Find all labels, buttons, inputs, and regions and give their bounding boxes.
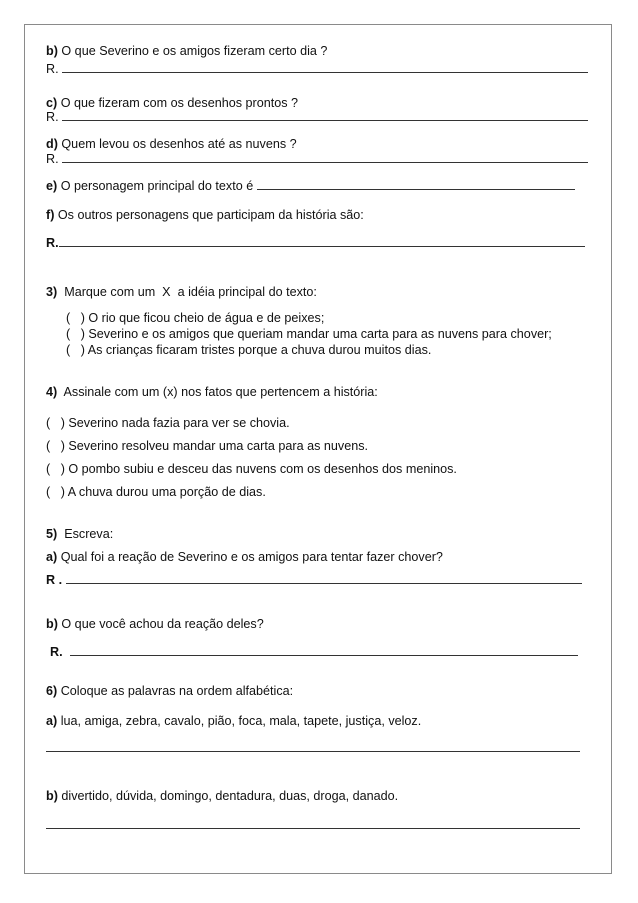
item-letter: c)	[46, 96, 58, 110]
option-3-2[interactable]: ( ) Severino e os amigos que queriam mandar uma carta para as nuvens para chover;	[66, 327, 552, 341]
question-2c	[46, 96, 298, 110]
question-text: Assinale com um (x) nos fatos que pertencem a história:	[57, 385, 378, 399]
question-number: 3)	[46, 285, 58, 299]
option-4-4[interactable]: ( ) A chuva durou uma porção de dias.	[46, 485, 266, 499]
question-2b	[46, 44, 327, 58]
answer-prefix: R.	[50, 645, 63, 659]
question-text: divertido, dúvida, domingo, dentadura, duas, droga, danado.	[57, 789, 399, 803]
question-6a	[46, 714, 421, 728]
item-letter: b)	[46, 789, 58, 803]
answer-prefix: R.	[46, 110, 59, 124]
item-letter: f)	[46, 208, 55, 222]
question-text: O que Severino e os amigos fizeram certo dia ?	[57, 44, 328, 58]
option-4-3[interactable]: ( ) O pombo subiu e desceu das nuvens com os desenhos dos meninos.	[46, 462, 457, 476]
question-text: O que fizeram com os desenhos prontos ?	[57, 96, 299, 110]
question-5	[46, 527, 113, 541]
item-letter: a)	[46, 714, 58, 728]
question-3	[46, 285, 317, 299]
answer-line-2c[interactable]	[46, 110, 588, 124]
option-4-1[interactable]: ( ) Severino nada fazia para ver se chovia.	[46, 416, 290, 430]
question-6	[46, 684, 293, 698]
question-number: 5)	[46, 527, 58, 541]
question-number: 6)	[46, 684, 58, 698]
option-3-1[interactable]: ( ) O rio que ficou cheio de água e de peixes;	[66, 311, 325, 325]
answer-line-6b[interactable]	[46, 818, 580, 832]
answer-line-5a[interactable]	[46, 573, 582, 587]
question-5b	[46, 617, 264, 631]
answer-rule[interactable]	[66, 573, 582, 584]
answer-rule[interactable]	[62, 152, 588, 163]
item-letter: b)	[46, 617, 58, 631]
question-2f	[46, 208, 364, 222]
option-4-2[interactable]: ( ) Severino resolveu mandar uma carta para as nuvens.	[46, 439, 368, 453]
question-text: O que você achou da reação deles?	[57, 617, 264, 631]
option-3-3[interactable]: ( ) As crianças ficaram tristes porque a chuva durou muitos dias.	[66, 343, 432, 357]
answer-rule[interactable]	[46, 818, 580, 829]
question-number: 4)	[46, 385, 58, 399]
question-text: O personagem principal do texto é	[57, 179, 254, 193]
answer-prefix: R.	[46, 236, 59, 250]
answer-rule[interactable]	[46, 741, 580, 752]
question-5a	[46, 550, 443, 564]
question-text: Coloque as palavras na ordem alfabética:	[57, 684, 294, 698]
question-text: Marque com um X a idéia principal do texto:	[57, 285, 317, 299]
answer-line-5b[interactable]	[50, 645, 578, 659]
question-text: Escreva:	[57, 527, 114, 541]
answer-prefix: R.	[46, 152, 59, 166]
answer-line-6a[interactable]	[46, 741, 580, 755]
question-text: Qual foi a reação de Severino e os amigos para tentar fazer chover?	[57, 550, 443, 564]
question-text: lua, amiga, zebra, cavalo, pião, foca, mala, tapete, justiça, veloz.	[57, 714, 422, 728]
item-letter: d)	[46, 137, 58, 151]
answer-rule[interactable]	[62, 62, 588, 73]
question-6b	[46, 789, 398, 803]
answer-prefix: R.	[46, 62, 59, 76]
answer-rule[interactable]	[70, 645, 578, 656]
question-4	[46, 385, 378, 399]
question-text: Quem levou os desenhos até as nuvens ?	[57, 137, 297, 151]
answer-rule[interactable]	[59, 236, 585, 247]
answer-rule[interactable]	[257, 179, 575, 190]
item-letter: e)	[46, 179, 58, 193]
answer-line-2b[interactable]	[46, 62, 588, 76]
item-letter: a)	[46, 550, 58, 564]
question-2d	[46, 137, 297, 151]
question-text: Os outros personagens que participam da história são:	[54, 208, 364, 222]
answer-line-2f[interactable]	[46, 236, 585, 250]
answer-prefix: R .	[46, 573, 63, 587]
answer-line-2d[interactable]	[46, 152, 588, 166]
question-2e	[46, 179, 575, 193]
item-letter: b)	[46, 44, 58, 58]
answer-rule[interactable]	[62, 110, 588, 121]
